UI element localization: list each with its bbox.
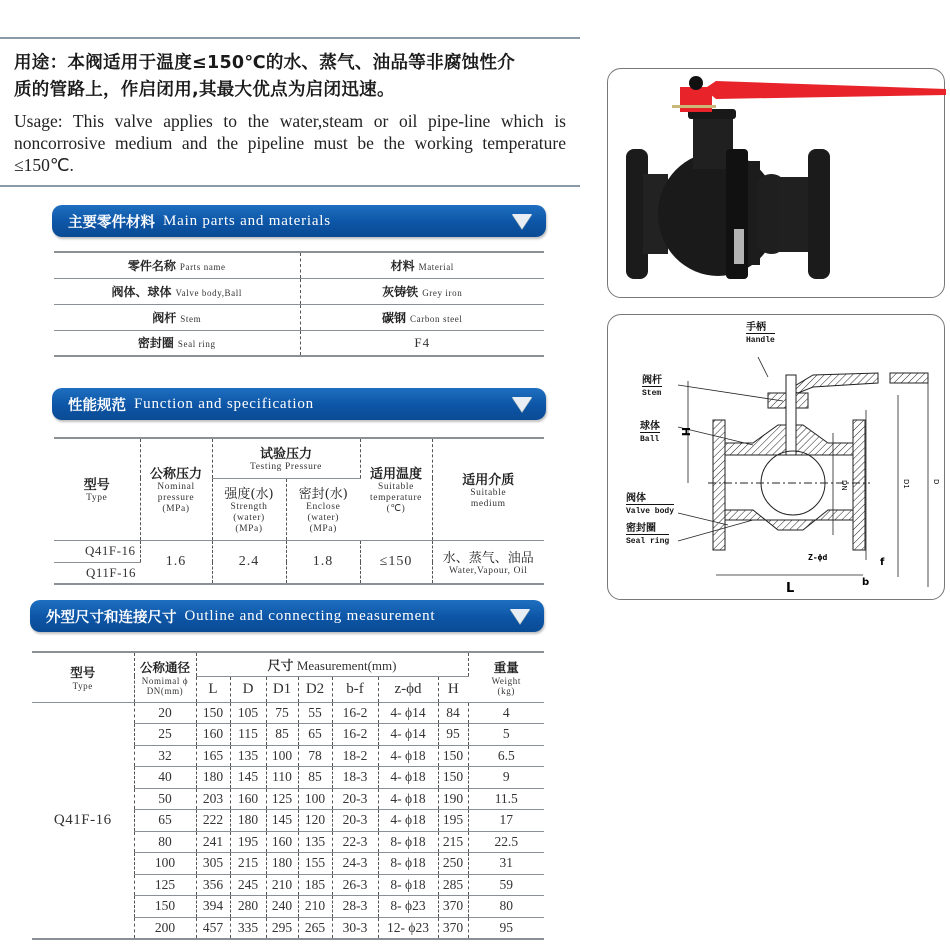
usage-divider xyxy=(0,185,580,187)
table-row: Q11F-16 xyxy=(86,564,136,580)
triangle-down-icon xyxy=(510,609,530,624)
label-ball: 球体 Ball xyxy=(640,421,660,444)
ball-valve-photo-icon xyxy=(608,69,946,299)
technical-diagram xyxy=(607,314,945,600)
usage-cn-line2: 质的管路上，作启闭用,其最大优点为启闭迅速。 xyxy=(14,80,395,100)
label-stem: 阀杆 Stem xyxy=(642,375,662,398)
banner-title-cn: 性能规范 xyxy=(68,397,126,414)
table-row: Q41F-16 20 150 105 75 55 16-2 4- ϕ14 84 4 xyxy=(32,702,544,724)
table-row: 32 165 135 100 78 18-2 4- ϕ18 150 6.5 xyxy=(32,745,544,767)
table-row: 50 203 160 125 100 20-3 4- ϕ18 190 11.5 xyxy=(32,788,544,810)
table-row: Q41F-16 1.6 2.4 1.8 ≤150 水、蒸气、油品 Water,Vapour, Oil xyxy=(54,540,544,562)
banner-title-cn: 外型尺寸和连接尺寸 xyxy=(46,609,177,626)
banner-title-cn: 主要零件材料 xyxy=(68,214,155,231)
table-row: 密封圈 Seal ring F4 xyxy=(54,330,544,356)
valve-cross-section-icon xyxy=(608,315,946,601)
spec-table: 型号 Type 公称压力 Nominal pressure (MPa) 试验压力 Testing Pressure 适用温度 Suitable temperature (℃) 适用介质 Suitable medium 强度(水) Strength (water) (MPa) 密封(水) Enclose (water) (MPa) Q41F-16 1.6 2.4 1.8 ≤150 水、蒸气、油品 Water,Vapour, Oil Q11F-16 xyxy=(54,437,544,585)
product-photo xyxy=(607,68,945,298)
svg-text:L: L xyxy=(786,581,795,596)
svg-text:D1: D1 xyxy=(902,479,910,489)
table-row: 阀体、球体 Valve body,Ball 灰铸铁 Grey iron xyxy=(54,278,544,304)
banner-title-en: Function and specification xyxy=(134,395,314,412)
table-row: 阀杆 Stem 碳钢 Carbon steel xyxy=(54,304,544,330)
banner-title-en: Outline and connecting measurement xyxy=(184,607,436,624)
label-seal-ring: 密封圈 Seal ring xyxy=(626,523,670,546)
triangle-down-icon xyxy=(512,397,532,412)
label-handle: 手柄 Handle xyxy=(746,322,775,345)
label-valve-body: 阀体 Valve body xyxy=(626,493,675,516)
parts-table xyxy=(54,251,544,357)
table-row: 100 305 215 180 155 24-3 8- ϕ18 250 31 xyxy=(32,853,544,875)
svg-text:H: H xyxy=(679,427,692,437)
table-row: 25 160 115 85 65 16-2 4- ϕ14 95 5 xyxy=(32,724,544,746)
table-row: 200 457 335 295 265 30-3 12- ϕ23 370 95 xyxy=(32,917,544,939)
svg-text:b: b xyxy=(862,577,870,588)
table-row: 80 241 195 160 135 22-3 8- ϕ18 215 22.5 xyxy=(32,831,544,853)
svg-text:Z-ϕd: Z-ϕd xyxy=(808,553,828,562)
table-row: 125 356 245 210 185 26-3 8- ϕ18 285 59 xyxy=(32,874,544,896)
usage-section xyxy=(14,50,566,176)
usage-en: Usage: This valve applies to the water,steam or oil pipe-line which is noncorrosive medium and the pipeline must be the working temperature ≤150℃. xyxy=(14,111,566,175)
table-header-row: 零件名称 Parts name 材料 Material xyxy=(54,252,544,278)
table-row: 150 394 280 240 210 28-3 8- ϕ23 370 80 xyxy=(32,896,544,918)
measurement-table: 型号 Type 公称通径 Nomimal ϕ DN(mm) 尺寸 Measurement(mm) 重量 Weight (kg) L D D1 D2 b-f z-ϕd H Q41F-16 20 150 105 75 55 16-2 4- ϕ14 84 4 25 160 115 85 65 16-2 4- ϕ14 95 5 32 165 135 100 78 18-2 4- ϕ18 150 6.5 40 180 145 110 85 18-3 4- ϕ18 150 9 50 203 160 125 100 20-3 4- ϕ18 190 11.5 65 222 180 145 120 20-3 4- ϕ18 195 17 80 241 195 160 135 22-3 8- ϕ18 215 22.5 100 305 215 180 155 24-3 8- ϕ18 250 31 125 356 245 210 185 26-3 8- ϕ18 285 59 150 394 280 240 210 28-3 8- ϕ23 370 80 200 457 335 295 265 30-3 12- ϕ23 370 95 xyxy=(32,651,544,940)
triangle-down-icon xyxy=(512,214,532,229)
top-divider xyxy=(0,37,580,39)
table-row: 65 222 180 145 120 20-3 4- ϕ18 195 17 xyxy=(32,810,544,832)
banner-title-en: Main parts and materials xyxy=(163,212,331,229)
svg-text:f: f xyxy=(880,557,885,568)
section-banner-outline xyxy=(30,600,544,632)
svg-text:DN: DN xyxy=(840,480,848,491)
usage-cn-line1: 用途：本阀适用于温度≤150℃的水、蒸气、油品等非腐蚀性介 xyxy=(14,53,516,73)
svg-text:D: D xyxy=(932,479,940,485)
section-banner-parts xyxy=(52,205,546,237)
section-banner-function xyxy=(52,388,546,420)
table-row: 40 180 145 110 85 18-3 4- ϕ18 150 9 xyxy=(32,767,544,789)
